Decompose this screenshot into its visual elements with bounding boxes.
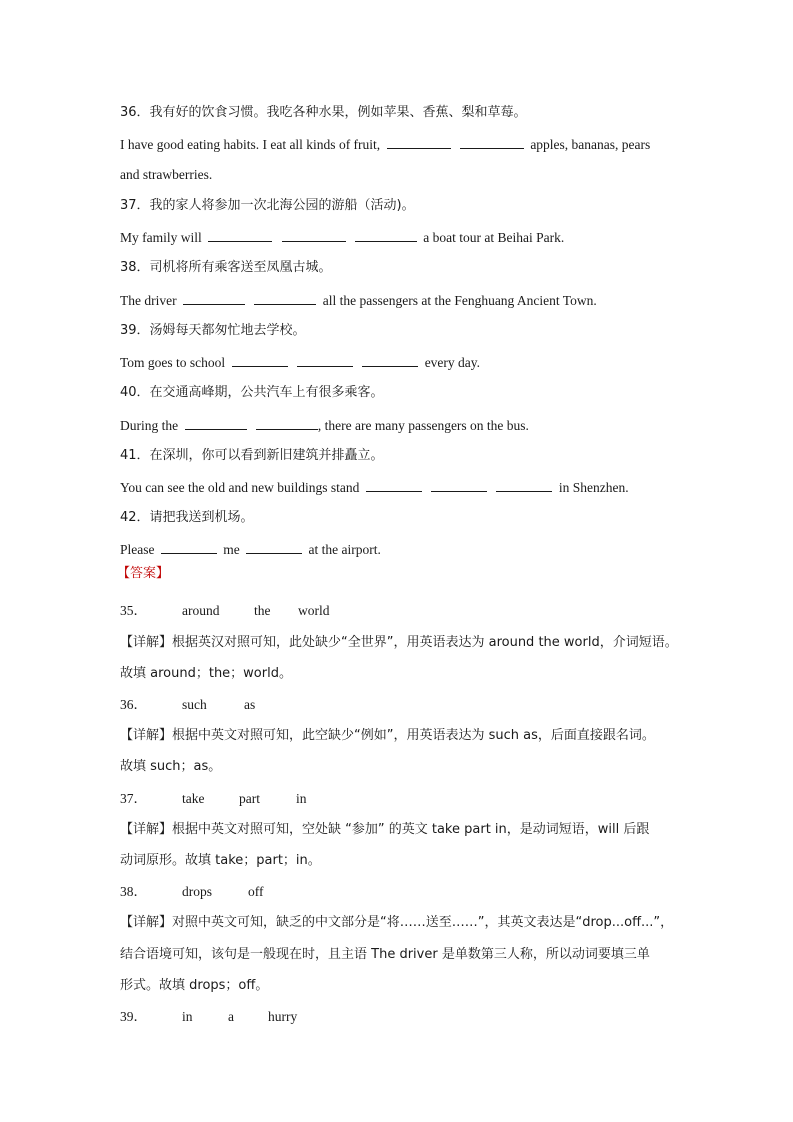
q36-blank-1[interactable]	[387, 135, 451, 149]
q42-blank-1[interactable]	[161, 540, 217, 554]
q39-text-b: every day.	[424, 355, 481, 370]
answer-36	[120, 696, 255, 714]
answer-39-word-3: hurry	[268, 1009, 298, 1024]
answer-38	[120, 883, 264, 901]
detail-37-line-1: 【详解】根据中英文对照可知，空处缺 “参加” 的英文 take part in，是动词短语，will 后跟	[120, 822, 650, 837]
q36-chinese: 36．我有好的饮食习惯。我吃各种水果，例如苹果、香蕉、梨和草莓。	[120, 105, 527, 120]
q36-text-c: and strawberries.	[120, 167, 213, 182]
q41-blank-3[interactable]	[496, 478, 552, 492]
q38-english	[120, 291, 597, 310]
answer-35-word-1: around	[182, 603, 220, 618]
q42-blank-2[interactable]	[246, 540, 302, 554]
q38-blank-1[interactable]	[183, 291, 245, 305]
answer-36-number: 36．	[120, 697, 147, 712]
answer-36-word-1: such	[182, 697, 207, 712]
q37-blank-2[interactable]	[282, 228, 346, 242]
q36-english	[120, 135, 650, 154]
q40-chinese: 40．在交通高峰期，公共汽车上有很多乘客。	[120, 385, 384, 400]
answer-37	[120, 790, 307, 808]
q37-text-a: My family will	[120, 230, 202, 245]
q41-chinese: 41．在深圳，你可以看到新旧建筑并排矗立。	[120, 448, 384, 463]
q37-blank-1[interactable]	[208, 228, 272, 242]
q38-blank-2[interactable]	[254, 291, 316, 305]
answer-37-word-1: take	[182, 791, 205, 806]
answer-39	[120, 1008, 297, 1026]
q40-blank-2[interactable]	[256, 416, 318, 430]
answer-37-number: 37．	[120, 791, 147, 806]
q39-blank-3[interactable]	[362, 353, 418, 367]
answer-35-word-3: world	[298, 603, 330, 618]
detail-38-line-2: 结合语境可知，该句是一般现在时，且主语 The driver 是单数第三人称，所以动词要填三单	[120, 947, 650, 962]
q37-chinese: 37．我的家人将参加一次北海公园的游船（活动)。	[120, 198, 415, 213]
detail-36-line-2: 故填 such；as。	[120, 759, 222, 774]
q40-english	[120, 416, 529, 435]
answer-35	[120, 602, 330, 620]
answer-38-word-1: drops	[182, 884, 212, 899]
q42-chinese: 42．请把我送到机场。	[120, 510, 254, 525]
q42-text-c: at the airport.	[308, 542, 381, 557]
q42-english	[120, 540, 381, 559]
q36-text-a: I have good eating habits. I eat all kinds of fruit,	[120, 137, 381, 152]
detail-36-line-1: 【详解】根据中英文对照可知，此空缺少“例如”，用英语表达为 such as，后面直接跟名词。	[120, 728, 655, 743]
answer-header: 【答案】	[117, 566, 170, 581]
q36-text-b: apples, bananas, pears	[530, 137, 651, 152]
answer-38-word-2: off	[248, 884, 264, 899]
answer-37-word-3: in	[296, 791, 307, 806]
answer-36-word-2: as	[244, 697, 256, 712]
answer-37-word-2: part	[239, 791, 260, 806]
answer-35-word-2: the	[254, 603, 271, 618]
q36-blank-2[interactable]	[460, 135, 524, 149]
answer-39-word-1: in	[182, 1009, 193, 1024]
q38-chinese: 38．司机将所有乘客送至凤凰古城。	[120, 260, 332, 275]
detail-37-line-2: 动词原形。故填 take；part；in。	[120, 853, 321, 868]
q39-blank-1[interactable]	[232, 353, 288, 367]
q41-text-b: in Shenzhen.	[558, 480, 629, 495]
q41-text-a: You can see the old and new buildings stand	[120, 480, 360, 495]
answer-39-word-2: a	[228, 1009, 234, 1024]
q39-english	[120, 353, 480, 372]
answer-38-number: 38．	[120, 884, 147, 899]
q39-blank-2[interactable]	[297, 353, 353, 367]
q40-text-b: , there are many passengers on the bus.	[317, 418, 529, 433]
detail-38-line-3: 形式。故填 drops；off。	[120, 978, 269, 993]
detail-35-line-1: 【详解】根据英汉对照可知，此处缺少“全世界”，用英语表达为 around the world，介词短语。	[120, 635, 678, 650]
detail-35-line-2: 故填 around；the；world。	[120, 666, 292, 681]
q40-text-a: During the	[120, 418, 179, 433]
q41-blank-2[interactable]	[431, 478, 487, 492]
q41-english	[120, 478, 629, 497]
q42-text-a: Please	[120, 542, 155, 557]
q37-english	[120, 228, 564, 247]
q38-text-a: The driver	[120, 293, 177, 308]
q41-blank-1[interactable]	[366, 478, 422, 492]
q40-blank-1[interactable]	[185, 416, 247, 430]
q42-text-b: me	[223, 542, 240, 557]
q39-text-a: Tom goes to school	[120, 355, 226, 370]
q37-text-b: a boat tour at Beihai Park.	[423, 230, 565, 245]
detail-38-line-1: 【详解】对照中英文可知，缺乏的中文部分是“将……送至……”，其英文表达是“drop...off...”，	[120, 915, 674, 930]
q39-chinese: 39．汤姆每天都匆忙地去学校。	[120, 323, 306, 338]
q38-text-b: all the passengers at the Fenghuang Ancient Town.	[322, 293, 597, 308]
q37-blank-3[interactable]	[355, 228, 417, 242]
answer-39-number: 39．	[120, 1009, 147, 1024]
answer-35-number: 35．	[120, 603, 147, 618]
